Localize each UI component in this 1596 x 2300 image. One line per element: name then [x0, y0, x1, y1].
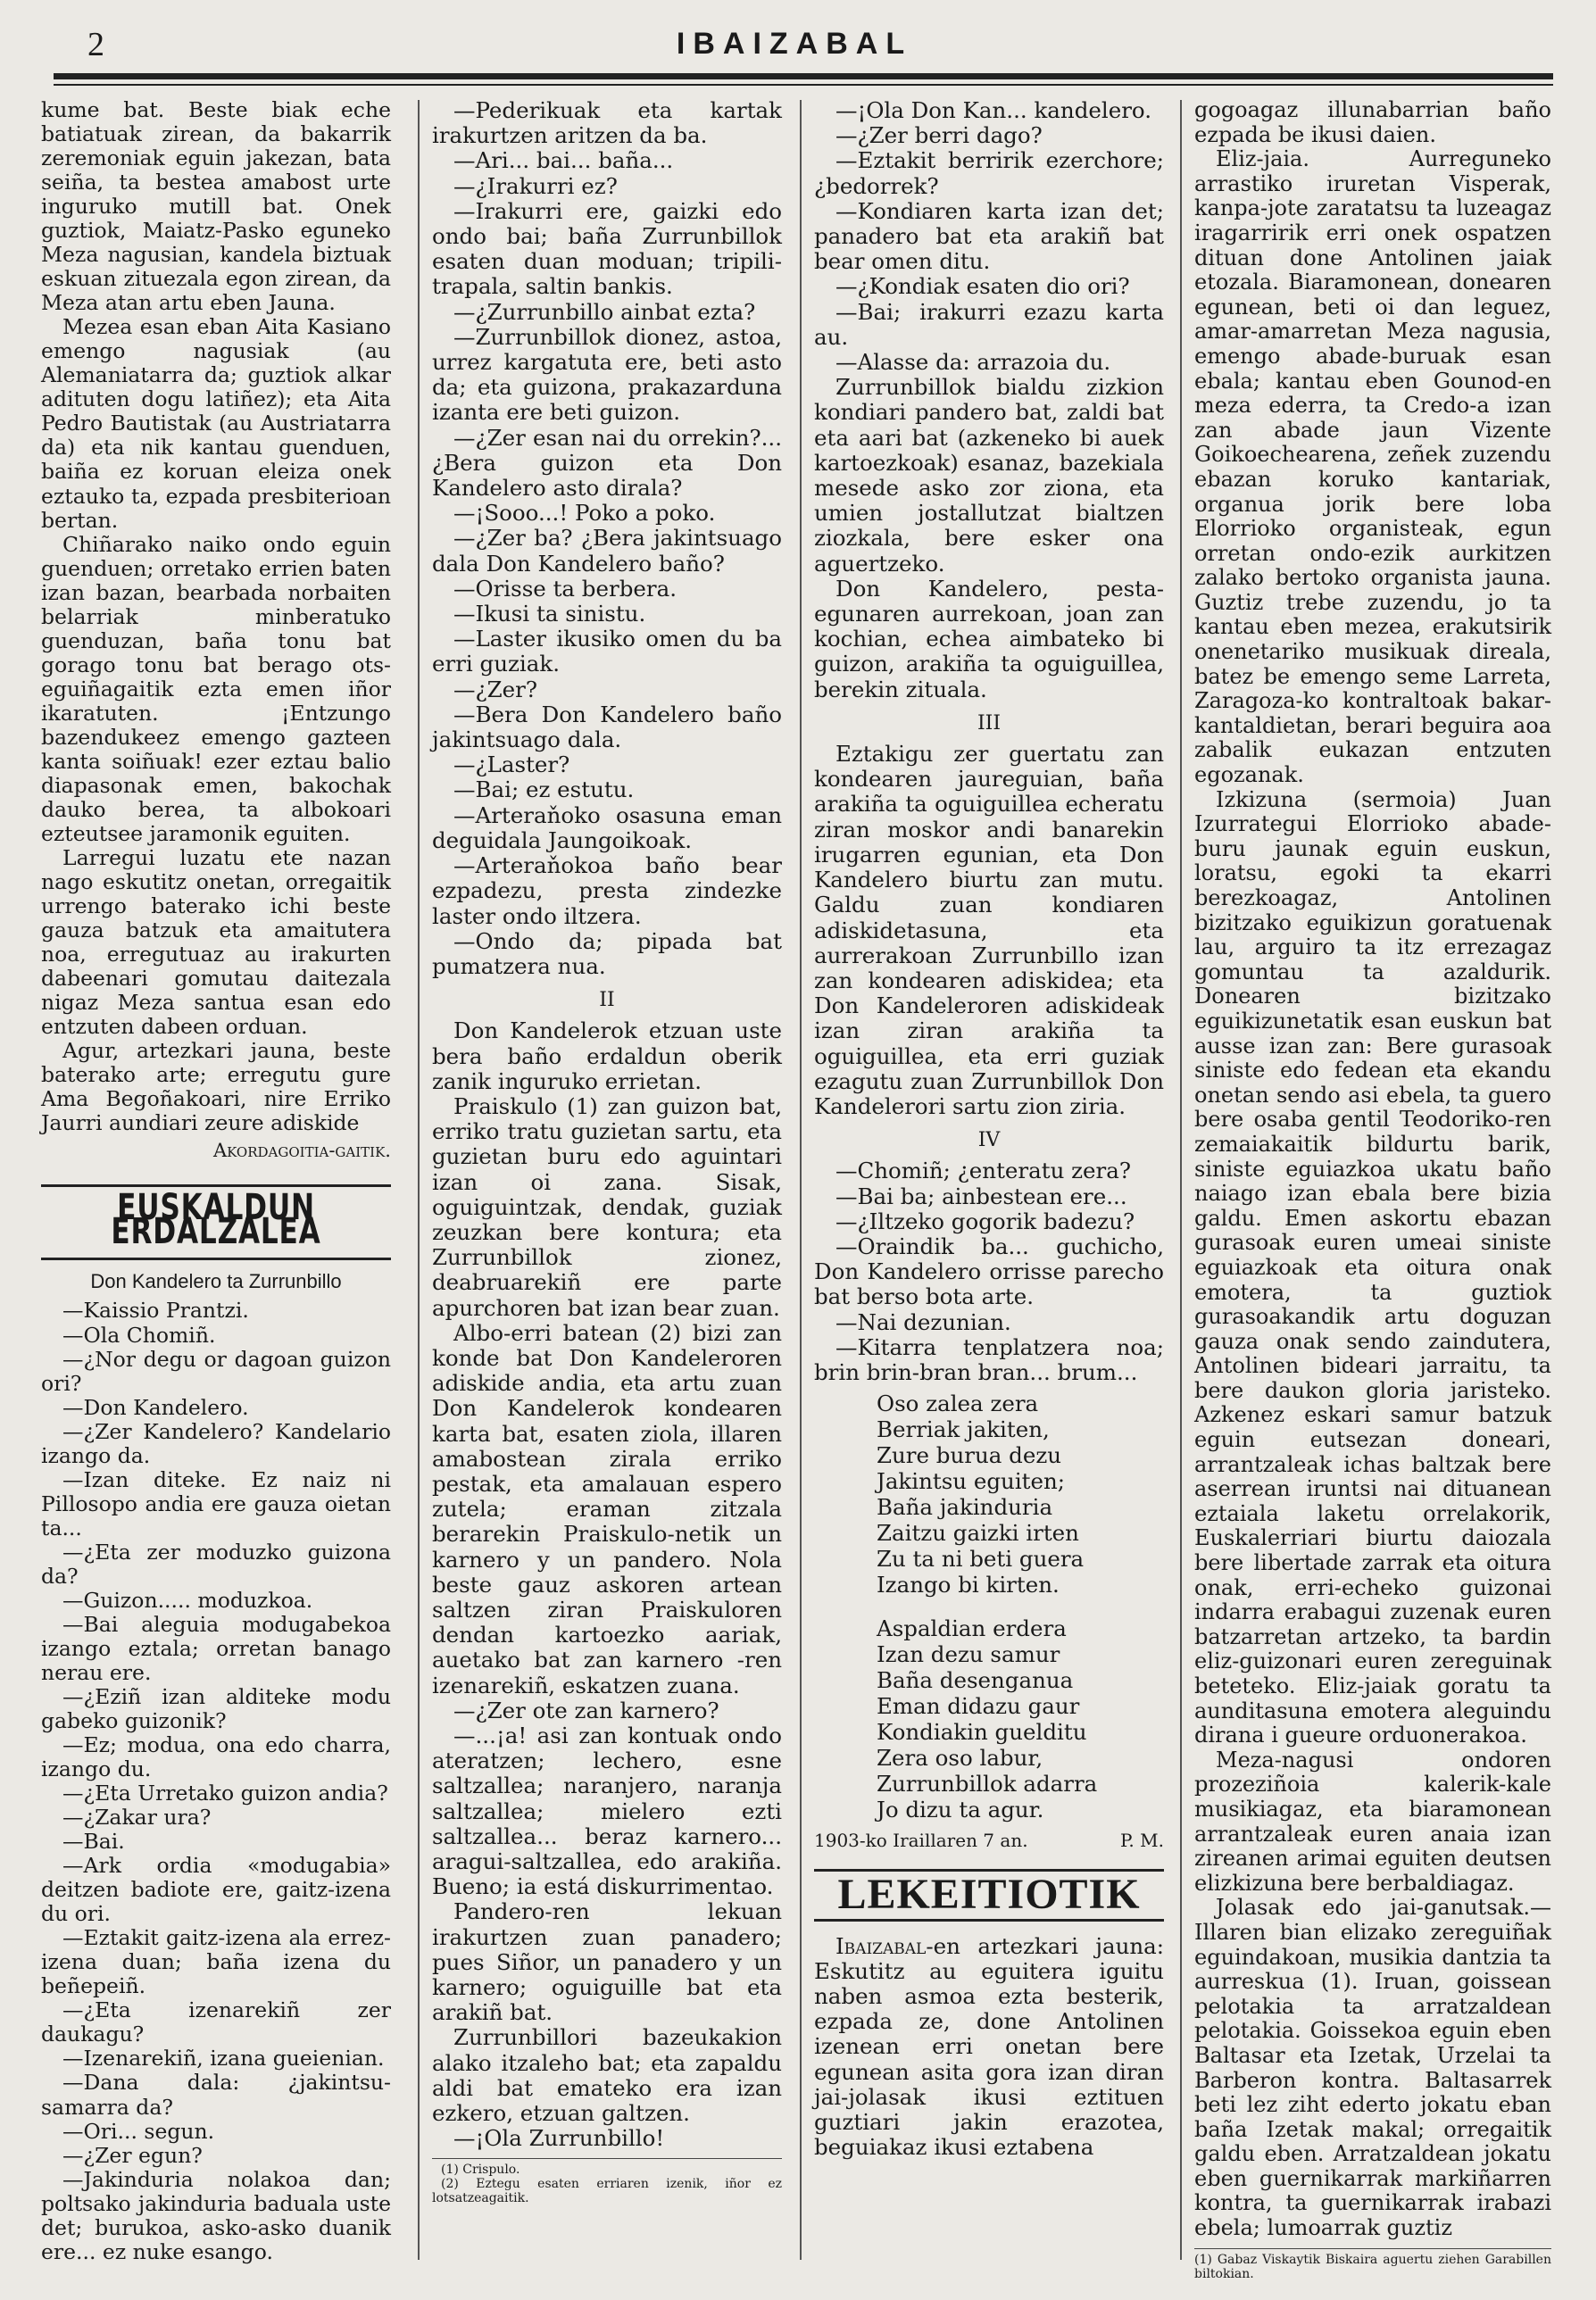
dialogue-line: —Kondiaren karta izan det; panadero bat eta arakiñ bat bear omen ditu.: [814, 197, 1164, 275]
section-heading: II: [599, 989, 615, 1012]
dialogue-line: —¿Eta zer moduzko guizona da?: [41, 1539, 391, 1589]
article-subtitle: Don Kandelero ta Zurrunbillo: [90, 1270, 342, 1293]
dialogue-line: —Ori... segun.: [62, 2118, 215, 2144]
dialogue-line: —Eztakit gaitz-izena ala errez-izena duan; baña izena du beñepeiñ.: [41, 1925, 391, 1999]
dialogue-line: —¿Zer Kandelero? Kandelario izango da.: [41, 1418, 391, 1468]
column-divider: [1180, 100, 1182, 2260]
poem-stanza: [877, 1391, 1164, 1598]
dialogue-line: —Pederikuak eta kartak irakurtzen aritzen da ba.: [432, 97, 782, 149]
paragraph: —¡Ola Zurrunbillo!: [453, 2125, 665, 2152]
dialogue-line: —¿Eta Urretako guizon andia?: [62, 1781, 388, 1806]
dialogue-line: —¿Zer esan nai du orrekin?... ¿Bera guizon eta Don Kandelero asto dirala?: [432, 424, 782, 502]
dialogue-line: —Arteraňokoa baño bear ezpadezu, presta zindezke laster ondo iltzera.: [432, 852, 782, 929]
poem-line: Zurrunbillok adarra: [877, 1771, 1098, 1798]
paragraph: Don Kandelero, pesta-egunaren aurrekoan, joan zan kochian, echea aimbateko bi guizon, arakiña ta oguiguillea, berekin zituala.: [814, 575, 1164, 702]
page-header: [36, 20, 1553, 91]
dialogue-line: —Arteraňoko osasuna eman deguidala Jaungoikoak.: [432, 801, 782, 853]
section-heading: III: [977, 711, 1002, 735]
dialogue-line: —¿Kondiak esaten dio ori?: [835, 273, 1130, 300]
paragraph: Chiñarako naiko ondo eguin guenduen; orretako errien baten izan bazan, bearbada norbaiten belarriak minberatuko guenduzan, baña tonu bat gorago tonu bat berago ots-eguiñagaitik ezta emen iñor ikaratuten. ¡Entzungo bazendukeez emengo gazteen kanta soiñuak! ezer eztau balio diapasonak emen, bakochak dauko berea, ta albokoari ezteutsee jaramonik eguiten.: [41, 531, 391, 846]
newspaper-name: Ibaizabal: [835, 1932, 927, 1959]
dialogue-line: —Nai dezunian.: [835, 1308, 1011, 1335]
dialogue-line: —¿Zer egun?: [62, 2142, 203, 2168]
dialogue-line: —Bai; irakurri ezazu karta au.: [814, 298, 1164, 350]
column-2: [432, 98, 782, 2205]
header-rule-thin: [54, 84, 1553, 86]
dialogue-line: —¿Nor degu or dagoan guizon ori?: [41, 1346, 391, 1396]
poem-line: Berriak jakiten,: [877, 1416, 1050, 1443]
paragraph: -en artezkari jauna: Eskutitz au eguitera iguitu naben asmoa ezta besterik, ezpada ze, done Antolinen izenean erri onetan bere egunean asita gora izan diran jai-jolasak ikusi eztituen guztiari jakin erazotea, beguiakaz ikusi eztabena: [814, 1932, 1164, 2161]
section-heading: IV: [977, 1129, 1001, 1152]
paragraph: kume bat. Beste biak eche batiatuak zirean, da bakarrik zeremoniak eguin jakezan, bata seiña, ta bestea amabost urte inguruko mutill bat. Onek guztiok, Maiatz-Pasko eguneko Meza nagusian, kandela biztuak eskuan zituezala egon zirean, da Meza atan artu eben Jauna.: [41, 97, 391, 316]
dialogue-line: —Eztakit berririk ezerchore; ¿bedorrek?: [814, 147, 1164, 199]
paragraph: Larregui luzatu ete nazan nago eskutitz onetan, orregaitik urrengo baterako ichi beste gauza batzuk eta amaitutera noa, erregutuaz au irakurten dabeenari gomutau daitezala nigaz Meza santua esan edo entzuten dabeen orduan.: [41, 844, 391, 1040]
dialogue-line: —Kaissio Prantzi.: [62, 1298, 249, 1324]
article-title: LEKEITIOTIK: [814, 1869, 1164, 1921]
dialogue-line: —Zurrunbillok dionez, astoa, urrez kargatuta ere, beti asto da; eta guizona, prakazarduna izanta ere beti guizon.: [432, 323, 782, 426]
paragraph: Praiskulo (1) zan guizon bat, erriko tratu guzietan sartu, eta guzietan buru edo aguintari izan oi zana. Sisak, oguiguintzak, dendak, guziak zeuzkan bere kontura; eta Zurrunbillok zionez, deabruarekiñ ere parte apurchoren bat izan bear zuan.: [432, 1092, 782, 1321]
dateline: [814, 1828, 1164, 1853]
footnote: (1) Gabaz Viskaytik Biskaira aguertu ziehen Garabillen biltokian.: [1194, 2248, 1551, 2281]
dialogue-line: —Oraindik ba... guchicho, Don Kandelero orrisse parecho bat berso bota arte.: [814, 1233, 1164, 1310]
dialogue-line: —Bai; ez estutu.: [453, 776, 635, 803]
dialogue-line: —Kitarra tenplatzera noa; brin brin-bran bran... brum...: [814, 1333, 1164, 1385]
column-divider: [418, 100, 420, 2260]
article-title-box: [41, 1184, 391, 1260]
article-title: EUSKALDUN ERDALZALEA: [111, 1187, 321, 1253]
poem-line: Izan dezu samur: [877, 1641, 1060, 1668]
paragraph: Pandero-ren lekuan irakurtzen zuan panadero; pues Siñor, un panadero y un karnero; oguiguille bat eta arakiñ bat.: [432, 1898, 782, 2026]
date: 1903-ko Iraillaren 7 an.: [814, 1830, 1028, 1852]
column-1: [41, 98, 391, 2264]
author-initials: P. M.: [1120, 1830, 1164, 1852]
dialogue-line: —Ez; modua, ona edo charra, izango du.: [41, 1732, 391, 1782]
dialogue-line: —Ondo da; pipada bat pumatzera nua.: [432, 927, 782, 979]
dialogue-line: —Jakinduria nolakoa dan; poltsako jakinduria baduala uste det; burukoa, asko-asko duanik ere... ez nuke esango.: [41, 2166, 391, 2264]
dialogue-line: —¡Ola Don Kan... kandelero.: [835, 97, 1152, 123]
dialogue-line: —Ark ordia «modugabia» deitzen badiote ere, gaitz-izena du ori.: [41, 1853, 391, 1927]
dialogue-line: —¿Irakurri ez?: [453, 172, 618, 199]
dialogue-line: —¿Eta izenarekiñ zer daukagu?: [41, 1997, 391, 2047]
paragraph: Izkizuna (sermoia) Juan Izurrategui Elorrioko abade-buru jaunak eguin euskun, loratsu, egoki ta ekarri berezkoagaz, Antolinen bizitzako eguikizun goratuenak lau, arguiro ta itz errezagaz gomuntau ta azaldurik. Donearen bizitzako eguikizunetatik esan euskun bat ausse izan zan: Bere gurasoak siniste edo fedean eta ekandu onetan sendo asi ebela, ta guero bere osaba gentil Teodoriko-ren zemaiakaitik bildurtu barik, siniste eguiazkoa ukatu baño naiago izan ebala bere bizia galdu. Emen askortu ebazan gurasoak euren umeai siniste eguiazkoak eta oitura onak emotera, ta guztiok gurasoakandik artu doguzan gauza onak sendo zaindutera, Antolinen bideari jarraitu, ta bere daukon gloria jaristeko. Azkenez eskari samur batzuk eguin eutsezan doneari, arrantzaleak ichas baltzak bere aserrean iruntsi nai dituanean eztaiala laketu orrelakorik, Euskalerriari biurtu daiozala bere libertade zarrak eta oitura onak, erri-echeko guizonai indarra erabagui zuzenak euren batzarretan artzeko, ta bardin eliz-guizonari euren zereguinak beteteko. Eliz-jaiak goratu ta aunditasuna emotera aleguindu dirana i gueure orduonerakoa.: [1194, 786, 1551, 1748]
paragraph: Eztakigu zer guertatu zan kondearen jaureguian, baña arakiña ta oguiguillea echeratu ziran moskor andi banarekin irugarren egunian, eta Don Kandelero biurtu zan mutu. Galdu zuan kondiaren adiskidetasuna, eta aurrerakoan Zurrunbillo izan zan kondearen adiskidea; eta Don Kandeleroren adiskideak izan ziran arakiña ta oguiguillea, eta erri guziak ezagutu zuan Zurrunbillok Don Kandelerori sartu zion ziria.: [814, 741, 1164, 1119]
dialogue-line: —Bera Don Kandelero baño jakintsuago dala.: [432, 701, 782, 753]
poem-line: Zaitzu gaizki irten: [877, 1520, 1079, 1547]
paragraph: Agur, artezkari jauna, beste baterako arte; erregutu gure Ama Begoñakoari, nire Erriko Jaurri aundiari zeure adiskide: [41, 1038, 391, 1136]
header-rule: [54, 73, 1553, 79]
dialogue-line: —¿Zer?: [453, 676, 538, 702]
poem-line: Baña jakinduria: [877, 1494, 1053, 1521]
paragraph: Zurrunbillori bazeukakion alako itzaleho bat; eta zapaldu aldi bat emateko era izan ezkero, etzuan galtzen.: [432, 2024, 782, 2127]
paragraph: Eliz-jaia. Aurreguneko arrastiko iruretan Visperak, kanpa-jote zaratatsu ta luzeagaz iragarririk erri onek ospatzen dituan done Antolinen jaiak etozala. Biaramonean, donearen egunean, beti oi dan leguez, amar-amarretan Meza nagusia, emengo abade-buruak esan ebala; kantau eben Gounod-en meza ederra, ta Credo-a izan zan abade jaun Vizente Goikoechearena, zeñek zuzendu ebazan koruko kantariak, organua jorik bere loba Elorrioko organisteak, egun orretan ondo-ezik aurkitzen zalako bertoko organista jauna. Guztiz trebe zuzendu, jo ta kantau eben mezea, erakutsirik onenetariko musikuak direala, batez be emengo seme Larreta, Zaragoza-ko kontraltoak bakar-kantaldietan, berari beguira aoa zabalik eukazan entzuten egozanak.: [1194, 146, 1551, 788]
poem-line: Zu ta ni beti guera: [877, 1546, 1085, 1573]
dialogue-line: —Dana dala: ¿jakintsu-samarra da?: [41, 2070, 391, 2120]
paragraph: Don Kandelerok etzuan uste bera baño erdaldun oberik zanik inguruko errietan.: [432, 1017, 782, 1094]
poem-line: Eman didazu gaur: [877, 1693, 1080, 1720]
dialogue-line: —Laster ikusiko omen du ba erri guziak.: [432, 626, 782, 677]
dialogue-line: —Ola Chomiñ.: [62, 1322, 216, 1348]
paragraph: Albo-erri batean (2) bizi zan konde bat Don Kandeleroren adiskide andia, eta artu zuan Don Kandelerok kondearen karta bat, esaten ziola, illaren amabostean zirala erriko pestak, eta amalauan espero zutela; eraman zitzala berarekin Praiskulo-netik un karnero y un pandero. Nola beste gauz askoren artean saltzen ziran Praiskuloren dendan kartoezko aariak, auetako bat zan karnero -ren izenarekiñ, eskatzen zuana.: [432, 1319, 782, 1698]
dialogue-line: —¡Sooo...! Poko a poko.: [453, 500, 716, 527]
paragraph: —¿Zer ote zan karnero?: [453, 1697, 719, 1723]
masthead: IBAIZABAL: [676, 27, 913, 61]
paragraph: gogoagaz illunabarrian baño ezpada be ikusi daien.: [1194, 97, 1551, 147]
dialogue-line: —¿Zer ba? ¿Bera jakintsuago dala Don Kandelero baño?: [432, 525, 782, 577]
poem-line: Oso zalea zera: [877, 1391, 1039, 1417]
dialogue-line: —¿Eziñ izan alditeke modu gabeko guizonik?: [41, 1683, 391, 1733]
footnote: (2) Eztegu esaten erriaren izenik, iñor ez lotsatzeagaitik.: [432, 2177, 782, 2206]
poem-line: Izango bi kirten.: [877, 1572, 1060, 1598]
paragraph: —...¡a! asi zan kontuak ondo ateratzen; lechero, esne saltzallea; naranjero, naranja saltzallea; mielero ezti saltzallea... beraz karnero... aragui-saltzallea, edo arakiña. Bueno; ia está diskurrimentao.: [432, 1723, 782, 1900]
column-4: [1194, 98, 1551, 2281]
dialogue-line: —Irakurri ere, gaizki edo ondo bai; baña Zurrunbillok esaten duan moduan; tripili-trapala, saltin bankis.: [432, 197, 782, 300]
column-3: [814, 98, 1164, 2160]
column-divider: [800, 100, 802, 2260]
dialogue-line: —Izenarekiñ, izana gueienian.: [62, 2046, 385, 2072]
poem-line: Jakintsu eguiten;: [877, 1468, 1066, 1495]
poem-line: Aspaldian erdera: [877, 1615, 1067, 1642]
poem-line: Jo dizu ta agur.: [877, 1797, 1044, 1823]
dialogue-line: —Don Kandelero.: [62, 1394, 249, 1420]
dialogue-line: —¿Zurrunbillo ainbat ezta?: [453, 298, 756, 325]
paragraph: Zurrunbillok bialdu zizkion kondiari pandero bat, zaldi bat eta aari bat (azkeneko bi auek kartoezkoak) esanaz, bazekiala mesede asko zor ziona, eta umien jostallutzat bialtzen ziozkala, bere esker ona aguertzeko.: [814, 374, 1164, 577]
poem-line: Kondiakin guelditu: [877, 1719, 1087, 1746]
dialogue-line: —Bai aleguia modugabekoa izango eztala; orretan banago nerau ere.: [41, 1611, 391, 1685]
dialogue-line: —Orisse ta berbera.: [453, 575, 677, 602]
dialogue-line: —¿Zer berri dago?: [835, 122, 1043, 149]
dialogue-line: —Izan diteke. Ez naiz ni Pillosopo andia ere gauza oietan ta...: [41, 1466, 391, 1540]
dialogue-line: —Bai.: [62, 1829, 125, 1855]
poem-line: Baña desenganua: [877, 1667, 1074, 1694]
dialogue-line: —¿Laster?: [453, 751, 570, 778]
dialogue-line: —Bai ba; ainbestean ere...: [835, 1183, 1127, 1209]
poem-line: Zera oso labur,: [877, 1745, 1043, 1772]
dialogue-line: —Guizon..... moduzkoa.: [62, 1587, 313, 1613]
page-number: 2: [87, 26, 104, 63]
dialogue-line: —Ari... bai... baña...: [453, 147, 674, 174]
poem-line: Zure burua dezu: [877, 1442, 1062, 1469]
paragraph: Meza-nagusi ondoren prozeziñoia kalerik-kale musikiagaz, eta biaramonean arrantzaleak euren anaia izan zireanen arimai eguiten deutsen elizkizuna bere berbaldiagaz.: [1194, 1747, 1551, 1896]
dialogue-line: —Chomiñ; ¿enteratu zera?: [835, 1158, 1132, 1184]
dialogue-line: —Ikusi ta sinistu.: [453, 601, 646, 627]
footnotes: [432, 2158, 782, 2205]
dialogue-line: —Alasse da: arrazoia du.: [835, 349, 1111, 376]
dialogue-line: —¿Zakar ura?: [62, 1805, 212, 1831]
paragraph: Jolasak edo jai-ganutsak.—Illaren bian elizako zereguiñak eguindakoan, musikia dantzia ta aurreskua (1). Iruan, goissean pelotakia ta arratzaldean pelotakia. Goissekoa eguin eben Baltasar eta Izetak, Urzelai ta Barberon kontra. Baltasarrek beti lez ziht ederto jokatu eban baña Izetak makal; orregaitik galdu eben. Arratzaldean jokatu eben guernikarrak markiñarren kontra, ta guernikarrak irabazi ebela; lumoarrak guztiz: [1194, 1895, 1551, 2241]
poem-stanza: [877, 1615, 1164, 1823]
footnote: (1) Crispulo.: [441, 2163, 520, 2178]
paragraph: Mezea esan eban Aita Kasiano emengo nagusiak (au Alemaniatarra da; guztiok alkar adituten dogu latiñez); eta Aita Pedro Bautistak (au Austriatarra da) eta nik kantau guenduen, baiña ez koruan eleiza onek eztauko ta, ezpada presbiterioan bertan.: [41, 314, 391, 533]
dialogue-line: —¿Iltzeko gogorik badezu?: [835, 1208, 1135, 1234]
signature: Akordagoitia-gaitik.: [212, 1140, 391, 1162]
